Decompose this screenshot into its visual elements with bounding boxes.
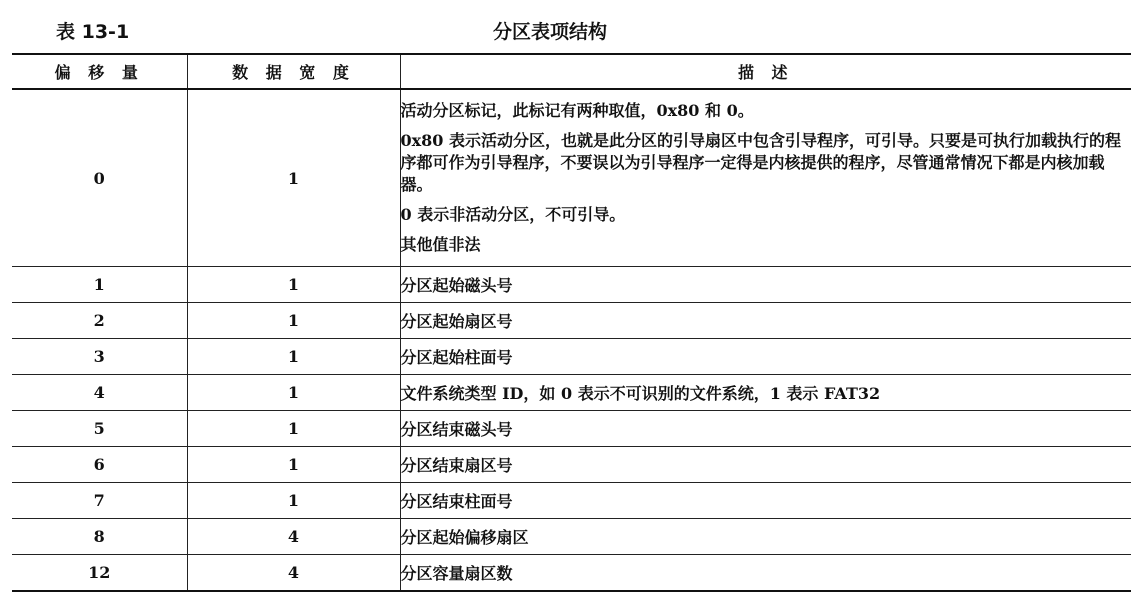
description-paragraph: 0x80 表示活动分区，也就是此分区的引导扇区中包含引导程序，可引导。只要是可执行加载执行的程序都可作为引导程序，不要误以为引导程序一定得是内核提供的程序，尽管通常情况下都是内核加载器。	[400, 131, 1122, 194]
description-cell: 文件系统类型 ID，如 0 表示不可识别的文件系统，1 表示 FAT32	[400, 375, 1131, 411]
description-cell: 分区结束扇区号	[400, 447, 1131, 483]
description-cell: 分区结束磁头号	[400, 411, 1131, 447]
offset-cell: 7	[12, 483, 187, 519]
offset-cell: 12	[12, 555, 187, 592]
header-description: 描 述	[400, 54, 1131, 89]
table-row	[12, 447, 1131, 483]
table-caption	[0, 0, 1143, 48]
width-cell: 1	[187, 267, 400, 303]
description-cell: 分区起始扇区号	[400, 303, 1131, 339]
table-row	[12, 303, 1131, 339]
table-number: 表 13-1	[56, 21, 130, 43]
description-paragraph: 活动分区标记，此标记有两种取值，0x80 和 0。	[400, 101, 754, 120]
width-cell: 1	[187, 339, 400, 375]
description-paragraph: 0 表示非活动分区，不可引导。	[400, 205, 626, 224]
offset-cell: 4	[12, 375, 187, 411]
header-data-width: 数 据 宽 度	[187, 54, 400, 89]
offset-cell: 8	[12, 519, 187, 555]
offset-cell: 3	[12, 339, 187, 375]
table-row	[12, 555, 1131, 592]
offset-cell: 5	[12, 411, 187, 447]
table-row	[12, 519, 1131, 555]
offset-cell: 2	[12, 303, 187, 339]
table-row	[12, 483, 1131, 519]
description-cell: 分区容量扇区数	[400, 555, 1131, 592]
table-title: 分区表项结构	[492, 21, 607, 43]
width-cell: 1	[187, 483, 400, 519]
description-cell	[400, 89, 1131, 267]
offset-cell: 0	[12, 89, 187, 267]
table-row	[12, 411, 1131, 447]
offset-cell: 1	[12, 267, 187, 303]
width-cell: 1	[187, 375, 400, 411]
width-cell: 4	[187, 555, 400, 592]
width-cell: 4	[187, 519, 400, 555]
description-cell: 分区结束柱面号	[400, 483, 1131, 519]
width-cell: 1	[187, 303, 400, 339]
description-paragraph: 其他值非法	[400, 235, 481, 254]
width-cell: 1	[187, 89, 400, 267]
description-cell: 分区起始磁头号	[400, 267, 1131, 303]
table-row	[12, 267, 1131, 303]
partition-entry-table	[12, 53, 1131, 592]
table-row	[12, 375, 1131, 411]
width-cell: 1	[187, 447, 400, 483]
table-row	[12, 339, 1131, 375]
offset-cell: 6	[12, 447, 187, 483]
table-row	[12, 89, 1131, 267]
header-offset: 偏 移 量	[12, 54, 187, 89]
description-cell: 分区起始柱面号	[400, 339, 1131, 375]
description-cell: 分区起始偏移扇区	[400, 519, 1131, 555]
table-header-row	[12, 54, 1131, 89]
width-cell: 1	[187, 411, 400, 447]
